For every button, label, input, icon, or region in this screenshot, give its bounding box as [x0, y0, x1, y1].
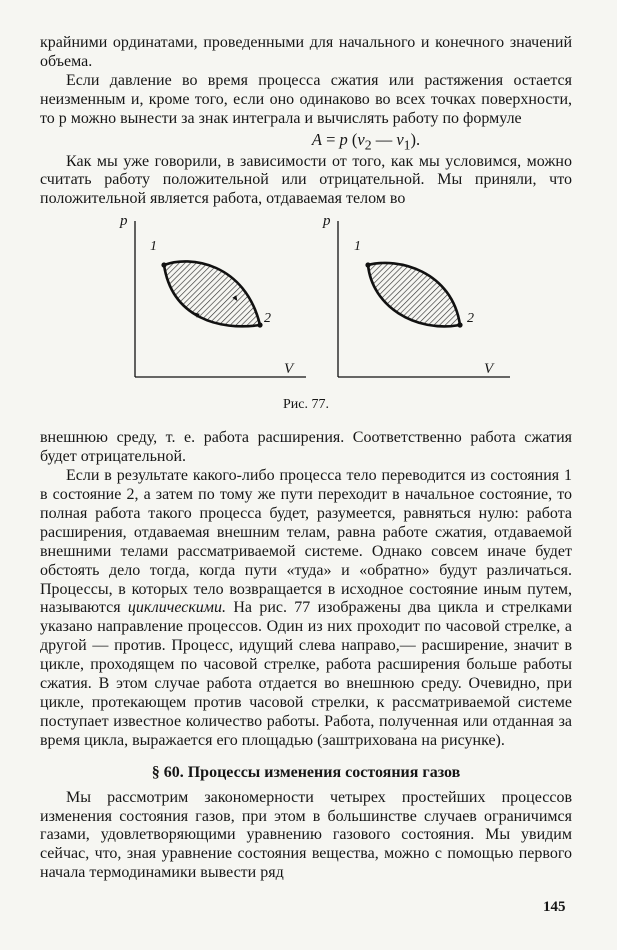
- point-1-right: [365, 263, 370, 268]
- paragraph-3: Как мы уже говорили, в зависимости от того, как мы условимся, можно считать работу положительной или отрицательной. Мы приняли, что положительной является работа, отдаваемая телом во: [40, 152, 572, 208]
- page-number: 145: [543, 899, 566, 915]
- right-v-axis-label: V: [484, 361, 494, 378]
- paragraph-1: крайними ординатами, проведенными для начального и конечного значений объема.: [40, 34, 572, 70]
- point-2-right: [457, 323, 462, 328]
- right-point-1-label: 1: [354, 239, 361, 255]
- paragraph-4: внешнюю среду, т. е. работа расширения. Соответственно работа сжатия будет отрицательной.: [40, 429, 572, 466]
- right-point-2-label: 2: [467, 311, 474, 327]
- diagram-left: [135, 221, 306, 377]
- work-formula: A = p ($v_2$ — $v_1$).: [311, 129, 421, 152]
- right-p-axis-label: p: [323, 213, 331, 230]
- left-v-axis-label: V: [284, 361, 294, 378]
- point-1-left: [161, 263, 166, 268]
- cycle-area-right: [368, 263, 460, 326]
- paragraph-6: Мы рассмотрим закономерности четырех простейших процессов изменения состояния газов, при этом в большинстве случаев ограничимся газами, удовлетворяющими уравнению газового состояния. Мы увидим сейчас, что, зная уравнение состояния вещества, можно с помощью первого начала термодинамики вывести ряд: [40, 788, 572, 882]
- figure-77: [40, 213, 572, 429]
- diagram-right: [338, 221, 510, 377]
- paragraph-5: Если в результате какого-либо процесса тело переводится из состояния 1 в состояние 2, а затем по тому же пути переходит в начальное состояние, то полная работа такого процесса будет, разумеется, равняться нулю: работа расширения, отдаваемая внешним телам, равна работе сжатия, отдаваемой внешними телами рассматриваемой системе. Однако совсем иначе будет обстоять дело тогда, когда пути «туда» и «обратно» будут различаться. Процессы, в которых тело возвращается в исходное состояние иным путем, называются циклическими. На рис. 77 изображены два цикла и стрелками указано направление процессов. Один из них проходит по часовой стрелке, а другой — против. Процесс, идущий слева направо,— расширение, значит в цикле, проходящем по часовой стрелке, работа расширения больше работы сжатия. В этом случае работа отдается во внешнюю среду. Очевидно, при цикле, протекающем против часовой стрелки, к рассматриваемой системе поступает известное количество работы. Работа, полученная или отданная за время цикла, выражается его площадью (заштрихована на рисунке).: [40, 467, 573, 749]
- italic-term: циклическими.: [127, 599, 227, 617]
- left-point-1-label: 1: [150, 239, 157, 255]
- section-heading: § 60. Процессы изменения состояния газов: [151, 763, 461, 781]
- paragraph-2: Если давление во время процесса сжатия или растяжения остается неизменным и, кроме того, если оно одинаково во всех точках поверхности, то p можно вынести за знак интеграла и вычислять работу по формуле: [40, 71, 572, 127]
- point-2-left: [257, 323, 262, 328]
- pv-cycle-diagrams: [110, 213, 510, 393]
- figure-caption: Рис. 77.: [283, 397, 329, 413]
- left-point-2-label: 2: [264, 311, 271, 327]
- cycle-area-left: [164, 262, 260, 327]
- page-content: [40, 34, 572, 883]
- left-p-axis-label: p: [120, 213, 128, 230]
